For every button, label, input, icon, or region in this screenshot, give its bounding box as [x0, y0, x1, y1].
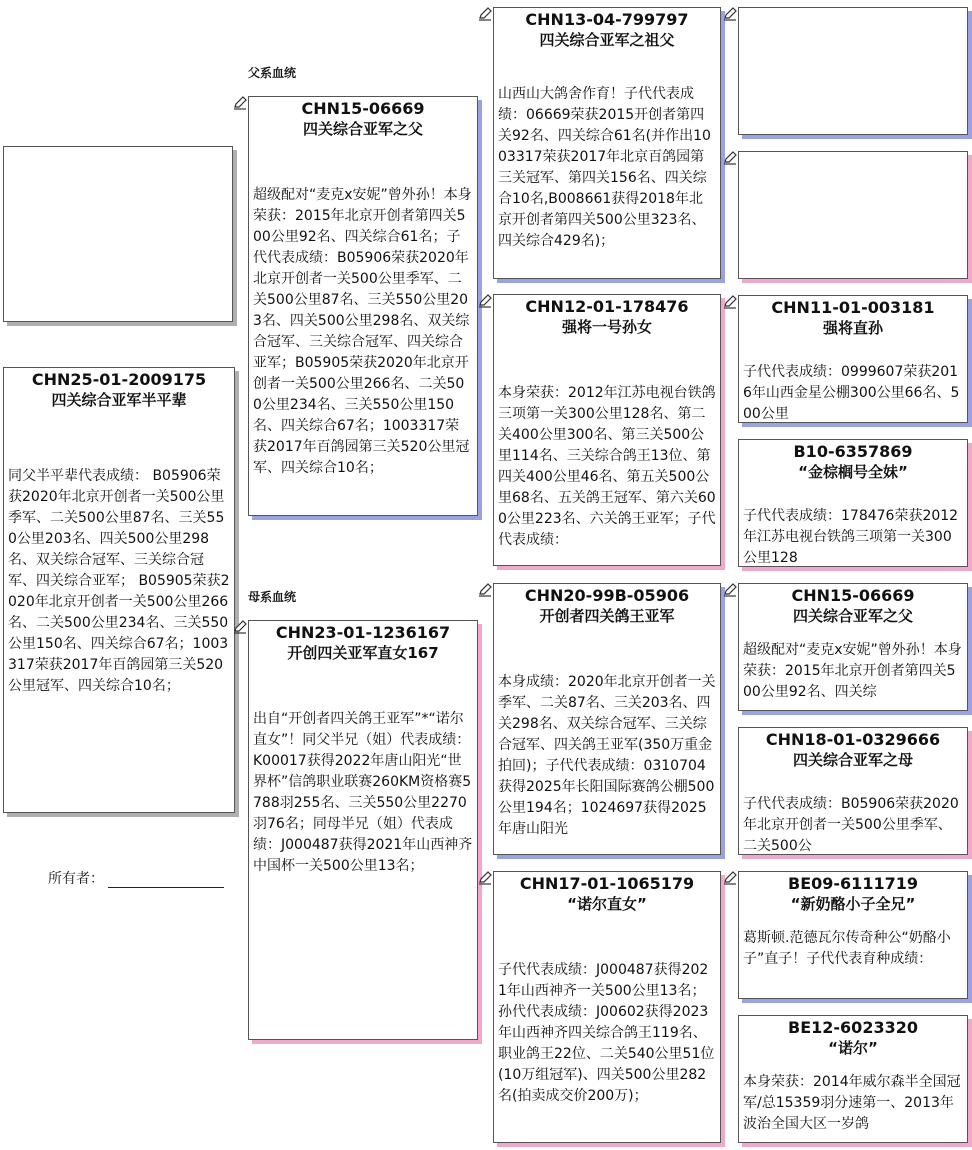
- dam-body: 出自“开创者四关鸽王亚军”*“诺尔直女”！同父半兄（姐）代表成绩：K00017获得2022年唐山阳光“世界杯”信鸽职业联赛260KM资格赛5788羽255名、三关550公里2270羽76名；同母半兄（姐）代表成绩：J000487获得2021年山西神齐中国杯一关500公里13名；: [253, 711, 473, 874]
- owner-line: [48, 868, 224, 888]
- dd-sire-title: “新奶酪小子全兄”: [790, 895, 916, 913]
- dd-dam-ring: BE12-6023320: [788, 1018, 918, 1037]
- photo-placeholder[interactable]: [3, 146, 233, 322]
- sire-card[interactable]: [248, 96, 478, 516]
- dam-dam-card[interactable]: [493, 871, 721, 1143]
- dd-sire-card[interactable]: [738, 871, 968, 999]
- pencil-icon[interactable]: [233, 96, 247, 110]
- ds-sire-card[interactable]: [738, 583, 968, 711]
- ds-dam-card[interactable]: [738, 727, 968, 855]
- sire-dam-body: 本身荣获：2012年江苏电视台铁鸽三项第一关300公里128名、第二关400公里300名、第三关500公里114名、三关综合鸽王13位、第四关400公里46名、第五关500公里68名、五关鸽王冠军、第六关600公里223名、六关鸽王亚军；子代代表成绩：: [498, 385, 716, 548]
- dam-dam-ring: CHN17-01-1065179: [519, 874, 695, 893]
- sd-dam-body: 子代代表成绩：178476荣获2012年江苏电视台铁鸽三项第一关300公里128: [743, 508, 959, 566]
- dd-dam-body: 本身荣获：2014年威尔森半全国冠军/总15359羽分速第一、2013年波治全国大区一岁鸽: [743, 1074, 961, 1132]
- pencil-icon[interactable]: [723, 583, 737, 597]
- sire-dam-card[interactable]: [493, 294, 721, 566]
- pencil-icon[interactable]: [478, 7, 492, 21]
- sd-dam-title: “金棕榈号全妹”: [798, 463, 908, 481]
- pencil-icon[interactable]: [478, 871, 492, 885]
- sire-sire-title: 四关综合亚军之祖父: [539, 31, 675, 49]
- owner-underline[interactable]: [108, 873, 224, 888]
- subject-body: 同父半平辈代表成绩： B05906荣获2020年北京开创者一关500公里季军、二关500公里87名、三关550公里203名、四关500公里298名、双关综合冠军、三关综合冠军、四关综合亚军； B05905荣获2020年北京开创者一关500公里266名、二关500公里234名、三关550公里150名、四关综合67名；1003317荣获2017年百鸽园第三关520公里冠军、四关综合10名；: [8, 468, 230, 694]
- ss-dam-card-empty[interactable]: [738, 151, 968, 279]
- dam-sire-card[interactable]: [493, 583, 721, 855]
- pencil-icon[interactable]: [723, 151, 737, 165]
- pencil-icon[interactable]: [723, 7, 737, 21]
- sire-body: 超级配对“麦克x安妮”曾外孙！本身荣获：2015年北京开创者第四关500公里92名、四关综合61名；子代代表成绩：B05906荣获2020年北京开创者一关500公里季军、二关500公里87名、三关550公里203名、四关500公里298名、双关综合冠军、三关综合冠军、四关综合亚军；B05905荣获2020年北京开创者一关500公里266名、二关500公里234名、三关550公里150名、四关综合67名；1003317荣获2017年百鸽园第三关520公里冠军、四关综合10名；: [253, 187, 472, 476]
- pencil-icon[interactable]: [233, 620, 247, 634]
- dam-sire-title: 开创者四关鸽王亚军: [539, 607, 675, 625]
- sd-sire-title: 强将直孙: [822, 319, 883, 337]
- dam-sire-body: 本身成绩：2020年北京开创者一关季军、二关87名、三关203名、四关298名、双关综合冠军、三关综合冠军、四关鸽王亚军(350万重金拍回)；子代代表成绩：0310704获得2025年长阳国际赛鸽公棚500公里194名；1024697获得2025年唐山阳光: [498, 674, 716, 837]
- pencil-icon[interactable]: [723, 295, 737, 309]
- dd-dam-title: “诺尔”: [828, 1039, 878, 1057]
- sd-dam-card[interactable]: [738, 439, 968, 567]
- pencil-icon[interactable]: [478, 294, 492, 308]
- sire-ring: CHN15-06669: [301, 99, 425, 118]
- ds-sire-ring: CHN15-06669: [791, 586, 915, 605]
- subject-ring: CHN25-01-2009175: [31, 370, 207, 389]
- maternal-label: 母系血统: [248, 590, 297, 604]
- owner-label: 所有者：: [48, 871, 104, 887]
- subject-card[interactable]: [3, 367, 235, 813]
- pencil-icon[interactable]: [478, 583, 492, 597]
- sd-dam-ring: B10-6357869: [793, 442, 913, 461]
- dam-dam-title: “诺尔直女”: [567, 895, 647, 913]
- sire-dam-ring: CHN12-01-178476: [525, 297, 689, 316]
- ss-sire-card-empty[interactable]: [738, 7, 968, 135]
- ds-dam-body: 子代代表成绩：B05906荣获2020年北京开创者一关500公里季军、二关500公: [743, 796, 959, 854]
- ds-dam-ring: CHN18-01-0329666: [765, 730, 941, 749]
- sire-sire-ring: CHN13-04-799797: [525, 10, 689, 29]
- sire-title: 四关综合亚军之父: [302, 120, 423, 138]
- dd-dam-card[interactable]: [738, 1015, 968, 1143]
- dam-dam-body: 子代代表成绩：J000487获得2021年山西神齐一关500公里13名；孙代代表成绩：J00602获得2023年山西神齐四关综合鸽王119名、职业鸽王22位、二关540公里51位(10万组冠军)、四关500公里282名(拍卖成交价200万)；: [498, 962, 715, 1104]
- dam-ring: CHN23-01-1236167: [275, 623, 451, 642]
- sd-sire-ring: CHN11-01-003181: [771, 298, 935, 317]
- dam-card[interactable]: [248, 620, 478, 1040]
- sire-sire-body: 山西山大鸽舍作育！子代代表成绩：06669荣获2015开创者第四关92名、四关综合61名(并作出1003317荣获2017年北京百鸽园第三关冠军、第四关156名、四关综合10名,B008661获得2018年北京开创者第四关500公里323名、四关综合429名)；: [498, 86, 711, 249]
- dam-sire-ring: CHN20-99B-05906: [524, 586, 690, 605]
- sd-sire-body: 子代代表成绩：0999607荣获2016年山西金星公棚300公里66名、500公里: [743, 364, 960, 422]
- dd-sire-ring: BE09-6111719: [788, 874, 918, 893]
- ds-dam-title: 四关综合亚军之母: [792, 751, 913, 769]
- dam-title: 开创四关亚军直女167: [287, 644, 439, 662]
- paternal-label: 父系血统: [248, 66, 297, 80]
- subject-title: 四关综合亚军半平辈: [51, 391, 187, 409]
- sire-dam-title: 强将一号孙女: [561, 318, 652, 336]
- sd-sire-card[interactable]: [738, 295, 968, 423]
- ds-sire-title: 四关综合亚军之父: [792, 607, 913, 625]
- ds-sire-body: 超级配对“麦克x安妮”曾外孙！本身荣获：2015年北京开创者第四关500公里92名、四关综: [743, 642, 962, 700]
- pencil-icon[interactable]: [723, 871, 737, 885]
- dd-sire-body: 葛斯顿.范德瓦尔传奇种公“奶酪小子”直子！子代代表育种成绩：: [743, 930, 951, 967]
- sire-sire-card[interactable]: [493, 7, 721, 279]
